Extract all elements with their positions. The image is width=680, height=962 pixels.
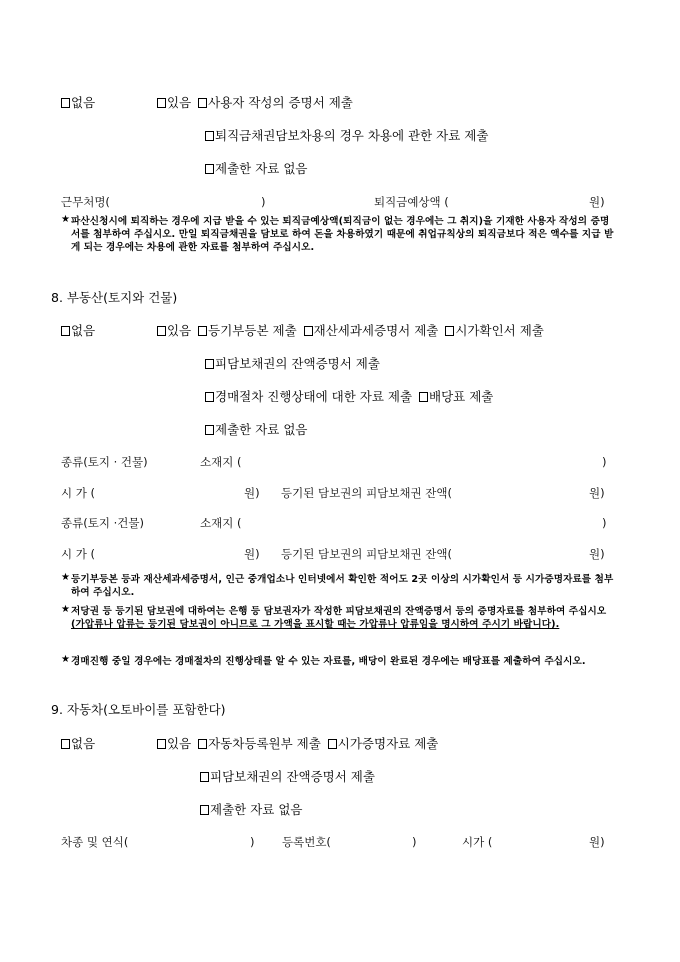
option-none[interactable]: 없음	[61, 325, 95, 338]
option-yes-registry[interactable]: 있음 등기부등본 제출 재산세과세증명서 제출 시가확인서 제출	[157, 325, 544, 338]
checkbox-icon[interactable]	[304, 326, 313, 336]
field-secured-balance-unit: 원)	[589, 547, 605, 561]
note-market-price: 등기부등본 등과 재산세과세증명서, 인근 중개업소나 인터넷에서 확인한 적어도 2곳 이상의 시가확인서 등 시가증명자료를 첨부하여 주십시오.	[71, 574, 614, 599]
section-heading-real-estate: 8. 부동산(토지와 건물)	[51, 290, 178, 305]
star-icon: ★	[61, 214, 70, 225]
field-property-location: 소재지 (	[200, 455, 242, 469]
checkbox-icon[interactable]	[205, 392, 214, 402]
field-property-location: 소재지 (	[200, 516, 242, 530]
star-icon: ★	[61, 572, 70, 583]
checkbox-icon[interactable]	[198, 739, 207, 749]
field-market-price: 시 가 (	[61, 486, 96, 500]
checkbox-icon[interactable]	[198, 326, 207, 336]
field-property-location-close: )	[602, 455, 607, 469]
checkbox-icon[interactable]	[61, 739, 70, 749]
checkbox-icon[interactable]	[157, 326, 166, 336]
checkbox-icon[interactable]	[205, 131, 214, 141]
option-auction-status[interactable]: 경매절차 진행상태에 대한 자료 제출 배당표 제출	[205, 391, 493, 404]
note-secured-claim: 저당권 등 등기된 담보권에 대하여는 은행 등 담보권자가 작성한 피담보채권의 잔액증명서 등의 증명자료를 첨부하여 주십시오(가압류나 압류는 등기된 담보권이 아니므로 그 가액을 표시할 때는 가압류나 압류임을 명시하여 주시기 바랍니다).	[71, 606, 607, 631]
option-balance-certificate[interactable]: 피담보채권의 잔액증명서 제출	[200, 771, 375, 784]
field-secured-balance: 등기된 담보권의 피담보채권 잔액(	[281, 547, 452, 561]
checkbox-icon[interactable]	[200, 772, 209, 782]
checkbox-icon[interactable]	[200, 805, 209, 815]
checkbox-icon[interactable]	[157, 739, 166, 749]
checkbox-icon[interactable]	[61, 326, 70, 336]
note-auction: 경매진행 중일 경우에는 경매절차의 진행상태를 알 수 있는 자료를, 배당이 완료된 경우에는 배당표를 제출하여 주십시오.	[71, 656, 586, 667]
field-vehicle-model-close: )	[250, 835, 255, 849]
field-registration-close: )	[412, 835, 417, 849]
field-retirement-amount-unit: 원)	[589, 195, 605, 209]
checkbox-icon[interactable]	[205, 359, 214, 369]
checkbox-icon[interactable]	[198, 98, 207, 108]
checkbox-icon[interactable]	[205, 164, 214, 174]
field-vehicle-model-year: 차종 및 연식(	[61, 835, 129, 849]
option-none[interactable]: 없음	[61, 738, 95, 751]
field-vehicle-price-unit: 원)	[589, 835, 605, 849]
field-market-price: 시 가 (	[61, 547, 96, 561]
star-icon: ★	[61, 654, 70, 665]
field-vehicle-price: 시가 (	[462, 835, 493, 849]
field-market-price-unit: 원)	[244, 547, 260, 561]
checkbox-icon[interactable]	[157, 98, 166, 108]
option-none[interactable]: 없음	[61, 97, 95, 110]
checkbox-icon[interactable]	[61, 98, 70, 108]
field-secured-balance: 등기된 담보권의 피담보채권 잔액(	[281, 486, 452, 500]
note-retirement: 파산신청시에 퇴직하는 경우에 지급 받을 수 있는 퇴직금예상액(퇴직금이 없는 경우에는 그 취지)을 기재한 사용자 작성의 증명서를 첨부하여 주십시오. 만일 퇴직금채권을 담보로 하여 돈을 차용하였기 때문에 취업규칙상의 퇴직금보다 적은 액수를 지급 받게 되는 경우에는 차용에 관한 자료를 첨부하여 주십시오.	[71, 216, 614, 254]
note-provisional-seizure: (가압류나 압류는 등기된 담보권이 아니므로 그 가액을 표시할 때는 가압류나 압류임을 명시하여 주시기 바랍니다).	[71, 619, 560, 631]
option-no-documents[interactable]: 제출한 자료 없음	[205, 163, 307, 176]
checkbox-icon[interactable]	[445, 326, 454, 336]
checkbox-icon[interactable]	[328, 739, 337, 749]
option-no-documents[interactable]: 제출한 자료 없음	[200, 804, 302, 817]
option-yes-certificate[interactable]: 있음 사용자 작성의 증명서 제출	[157, 97, 353, 110]
option-loan-documents[interactable]: 퇴직금채권담보차용의 경우 차용에 관한 자료 제출	[205, 130, 488, 143]
field-property-kind: 종류(토지 ·건물)	[61, 516, 144, 530]
field-secured-balance-unit: 원)	[589, 486, 605, 500]
field-retirement-amount-label: 퇴직금예상액 (	[374, 195, 449, 209]
checkbox-icon[interactable]	[419, 392, 428, 402]
checkbox-icon[interactable]	[205, 425, 214, 435]
option-yes-vehicle[interactable]: 있음 자동차등록원부 제출 시가증명자료 제출	[157, 738, 438, 751]
field-property-location-close: )	[602, 516, 607, 530]
field-workplace-close: )	[261, 195, 266, 209]
field-market-price-unit: 원)	[244, 486, 260, 500]
option-balance-certificate[interactable]: 피담보채권의 잔액증명서 제출	[205, 358, 380, 371]
field-property-kind: 종류(토지 · 건물)	[61, 455, 148, 469]
field-workplace-label: 근무처명(	[61, 195, 110, 209]
star-icon: ★	[61, 604, 70, 615]
field-registration-number: 등록번호(	[282, 835, 331, 849]
section-heading-vehicle: 9. 자동차(오토바이를 포함한다)	[51, 702, 226, 717]
option-no-documents[interactable]: 제출한 자료 없음	[205, 424, 307, 437]
